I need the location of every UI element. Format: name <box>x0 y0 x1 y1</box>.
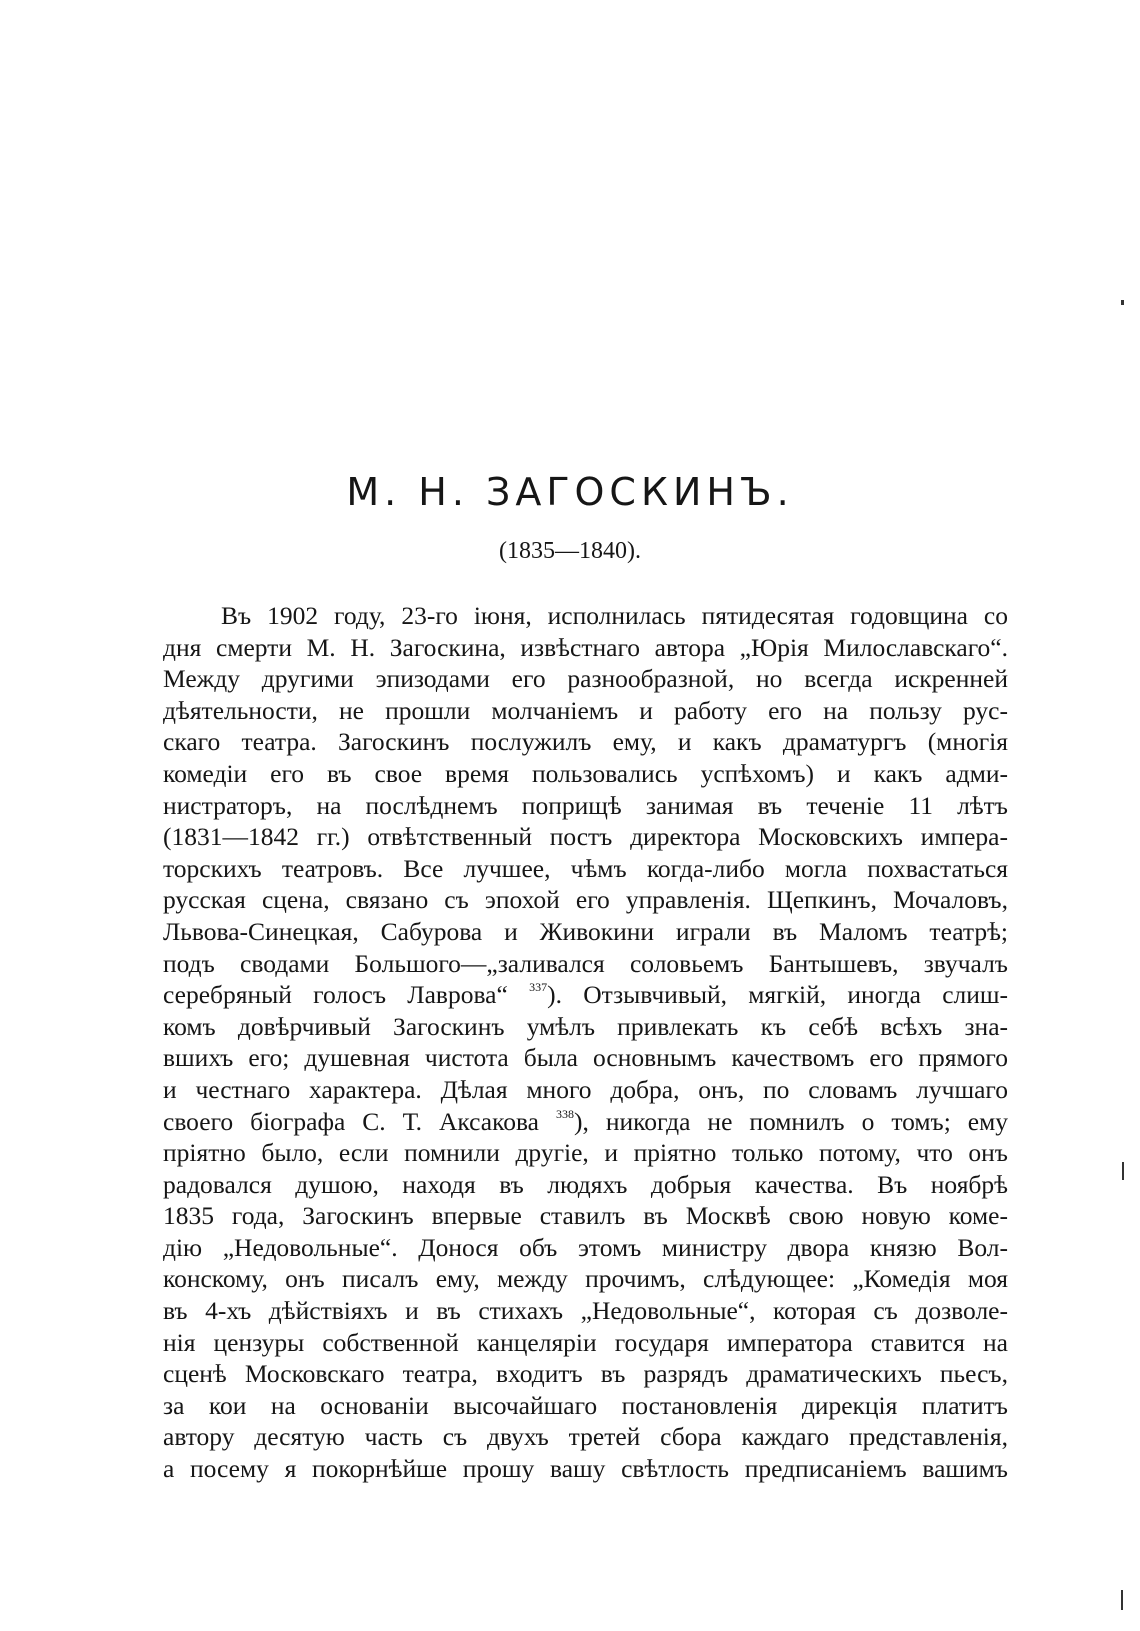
text-line: и честнаго характера. Дѣлая много добра, онъ, по словамъ лучшаго <box>163 1074 1008 1104</box>
text-line-with-footnote: серебряный голосъ Лаврова“ $^{337}$). Отзывчивый, мягкій, иногда слиш- <box>163 980 1009 1010</box>
footnote-ref-338[interactable]: 338 <box>555 1106 574 1121</box>
text-line: (1831—1842 гг.) отвѣтственный постъ директора Московскихъ импера- <box>163 822 1008 852</box>
text-line: нія цензуры собственной канцеляріи государя императора ставится на <box>163 1327 1008 1357</box>
text-line: дня смерти М. Н. Загоскина, извѣстнаго автора „Юрія Милославскаго“. <box>163 632 1008 662</box>
text-line: автору десятую часть съ двухъ третей сбора каждаго представленія, <box>163 1422 1008 1452</box>
text-line: радовался душою, находя въ людяхъ добрыя качества. Въ ноябрѣ <box>163 1169 1008 1199</box>
text-line: 1835 года, Загоскинъ впервые ставилъ въ Москвѣ свою новую коме- <box>163 1201 1008 1231</box>
text-line: вшихъ его; душевная чистота была основнымъ качествомъ его прямого <box>163 1043 1008 1073</box>
text-line: нистраторъ, на послѣднемъ поприщѣ занимая въ теченіе 11 лѣтъ <box>163 790 1008 820</box>
text-line: въ 4-хъ дѣйствіяхъ и въ стихахъ „Недовольные“, которая съ дозволе- <box>163 1296 1008 1326</box>
text-line: пріятно было, если помнили другіе, и пріятно только потому, что онъ <box>163 1138 1008 1168</box>
text-line: русская сцена, связано съ эпохой его управленія. Щепкинъ, Мочаловъ, <box>163 885 1008 915</box>
scan-mark-edge <box>1121 1590 1123 1610</box>
footnote-ref-337[interactable]: 337 <box>529 980 548 995</box>
chapter-title: М. Н. ЗАГОСКИНЪ. <box>346 470 794 514</box>
text-line: подъ сводами Большого—„заливался соловьемъ Бантышевъ, звучалъ <box>163 948 1008 978</box>
text-line: Въ 1902 году, 23-го іюня, исполнилась пятидесятая годовщина со <box>221 601 1008 630</box>
text-line: скаго театра. Загоскинъ послужилъ ему, и какъ драматургъ (многія <box>163 727 1008 757</box>
text-line: комъ довѣрчивый Загоскинъ умѣлъ привлекать къ себѣ всѣхъ зна- <box>163 1011 1008 1041</box>
text-line: Между другими эпизодами его разнообразной, но всегда искренней <box>163 664 1008 694</box>
text-line: дію „Недовольные“. Донося объ этомъ министру двора князю Вол- <box>163 1232 1008 1262</box>
body-text <box>163 600 1008 1485</box>
chapter-dates: (1835—1840). <box>499 538 641 564</box>
text-line: торскихъ театровъ. Все лучшее, чѣмъ когда-либо могла похвастаться <box>163 853 1008 883</box>
scan-mark-edge <box>1122 1162 1124 1180</box>
scan-mark-edge <box>1121 300 1124 305</box>
text-line: сценѣ Московскаго театра, входитъ въ разрядъ драматическихъ пьесъ, <box>163 1359 1008 1389</box>
text-line-with-footnote: своего біографа С. Т. Аксакова $^{338}$), никогда не помнилъ о томъ; ему <box>163 1106 1008 1136</box>
text-line: конскому, онъ писалъ ему, между прочимъ, слѣдующее: „Комедія моя <box>163 1264 1008 1294</box>
text-line: за кои на основаніи высочайшаго постановленія дирекція платитъ <box>163 1390 1008 1420</box>
text-line: а посему я покорнѣйше прошу вашу свѣтлость предписаніемъ вашимъ <box>163 1454 1008 1484</box>
text-line: дѣятельности, не прошли молчаніемъ и работу его на пользу рус- <box>163 695 1008 725</box>
text-line: комедіи его въ свое время пользовались успѣхомъ) и какъ адми- <box>163 758 1008 788</box>
text-line: Львова-Синецкая, Сабурова и Живокини играли въ Маломъ театрѣ; <box>163 916 1008 946</box>
